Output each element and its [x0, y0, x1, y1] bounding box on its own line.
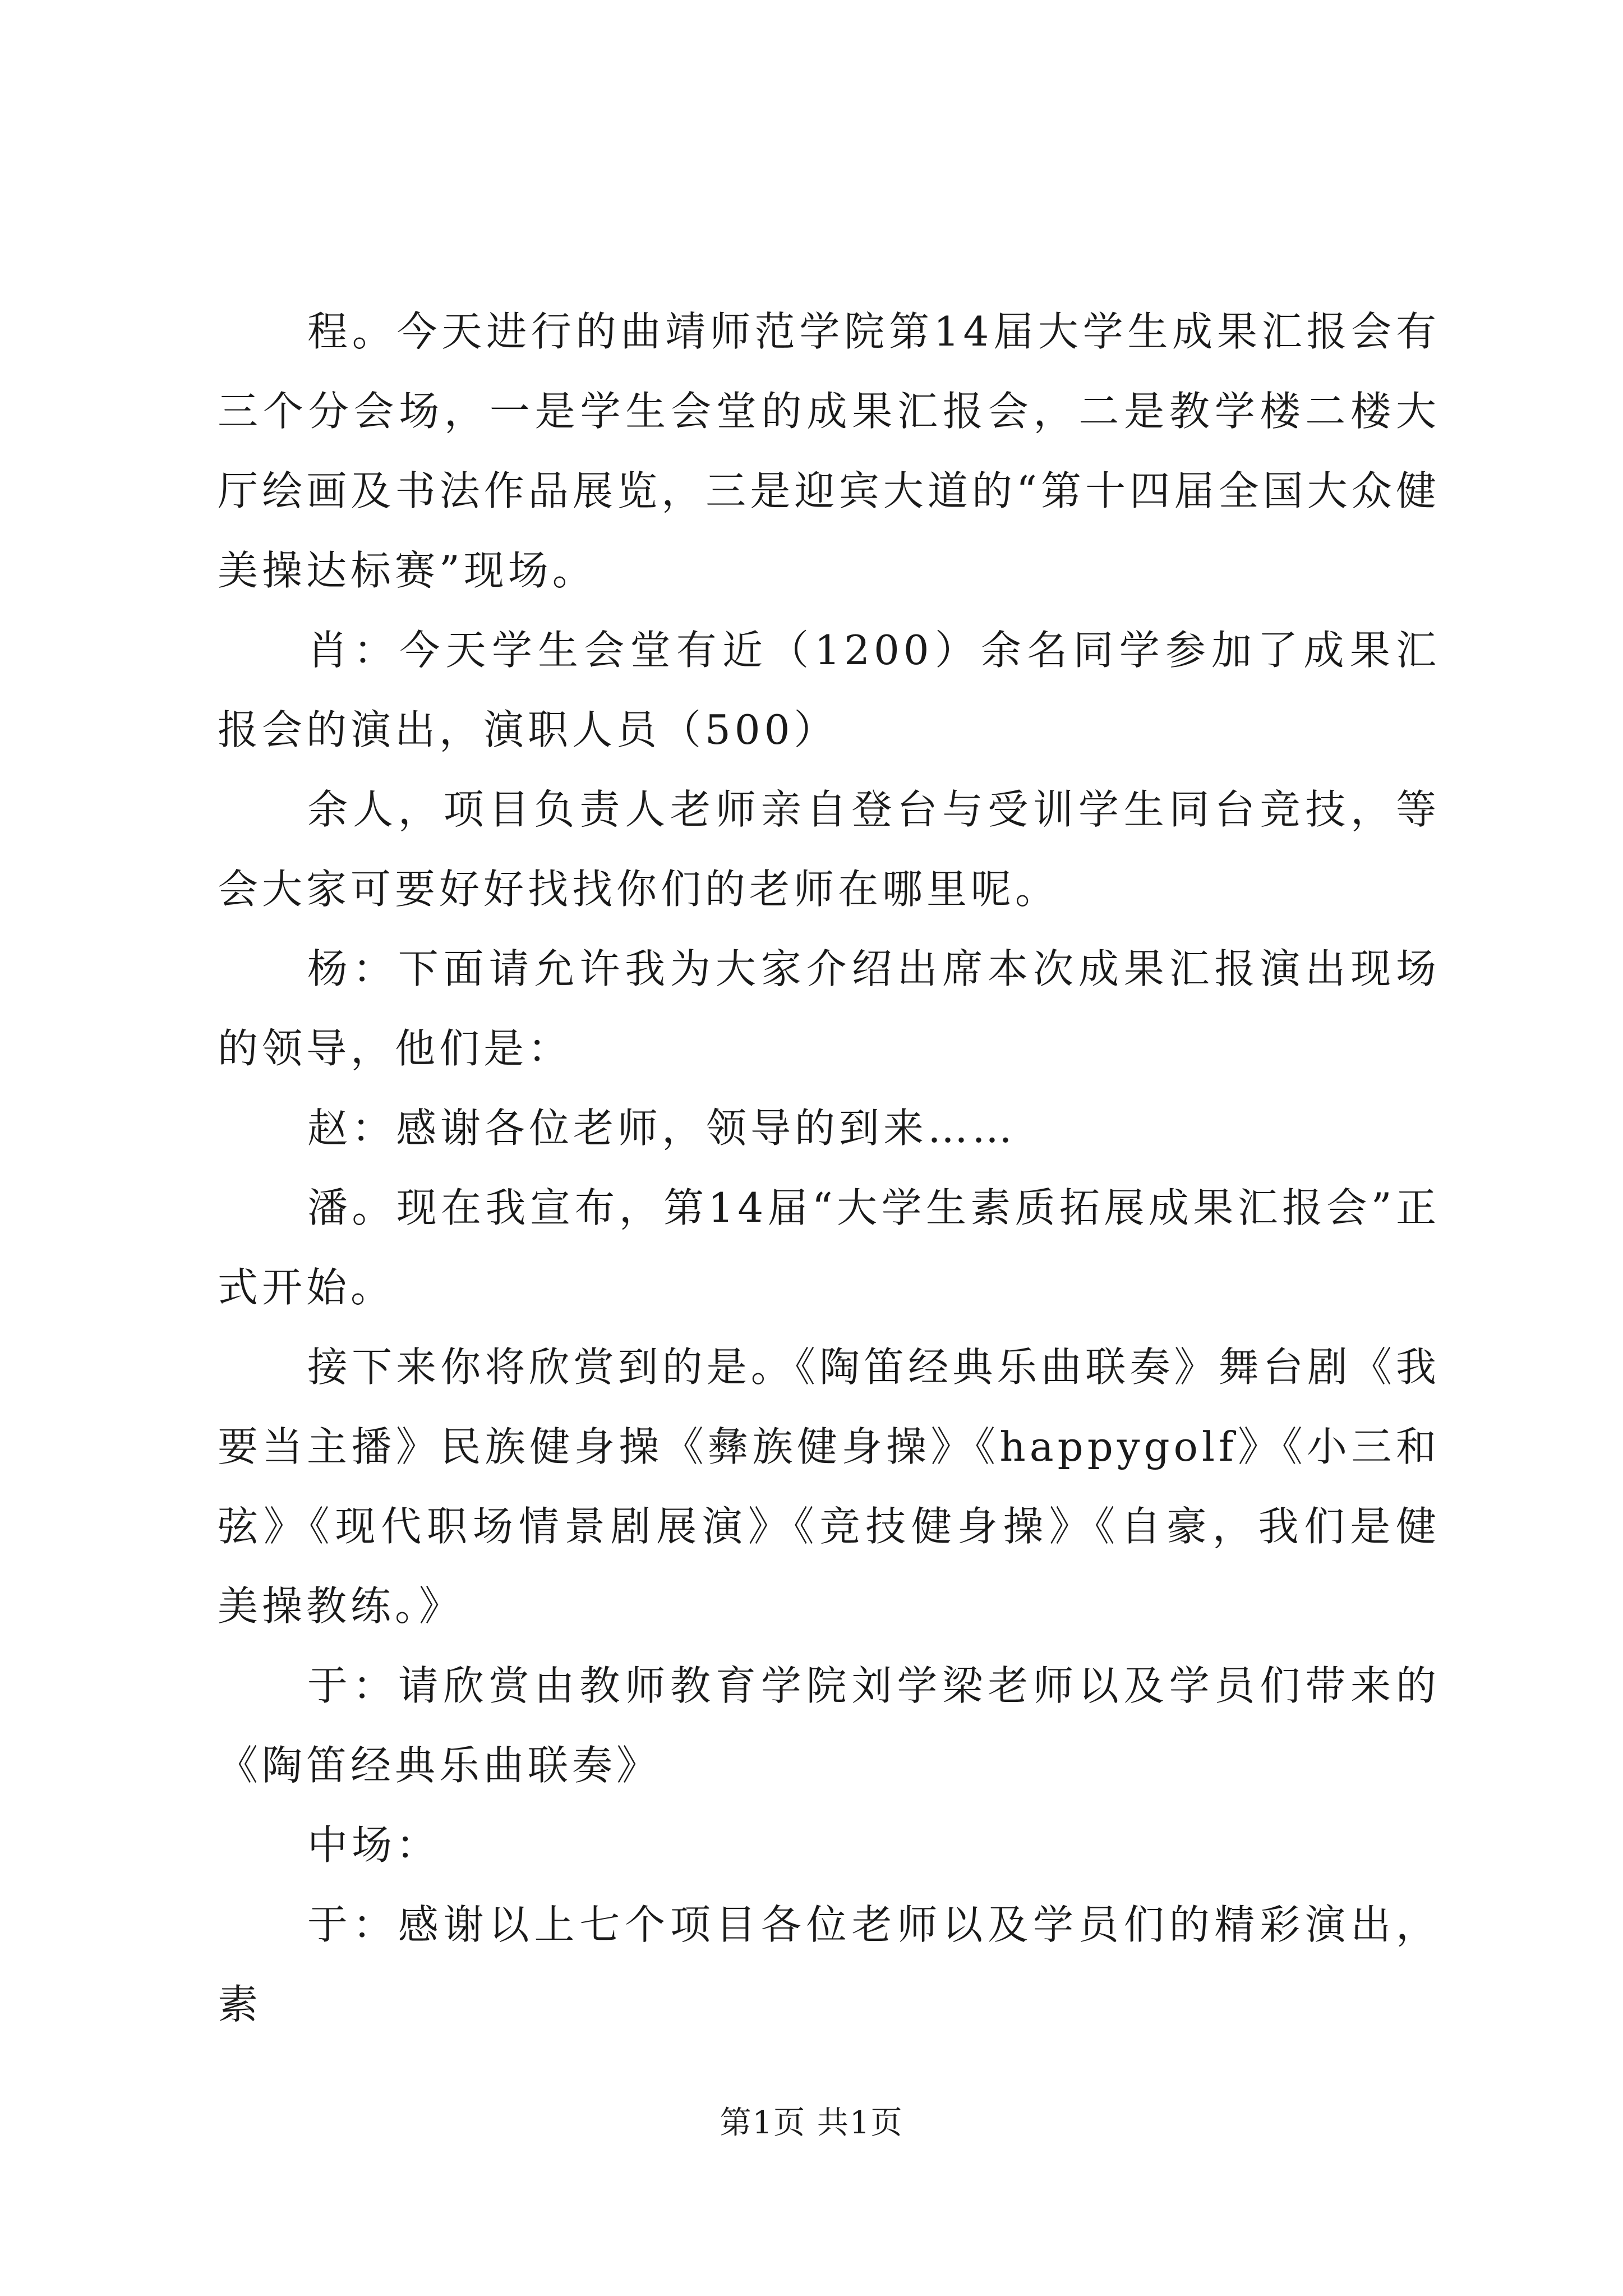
- paragraph: 于：感谢以上七个项目各位老师以及学员们的精彩演出，素: [218, 1901, 1440, 2028]
- paragraph: 于：请欣赏由教师教育学院刘学梁老师以及学员们带来的《陶笛经典乐曲联奏》: [218, 1662, 1440, 1789]
- paragraph: 赵：感谢各位老师，领导的到来……: [307, 1105, 1017, 1152]
- paragraph: 潘。现在我宣布，第14届“大学生素质拓展成果汇报会”正式开始。: [218, 1184, 1440, 1311]
- paragraph: 杨：下面请允许我为大家介绍出席本次成果汇报演出现场的领导，他们是：: [218, 945, 1440, 1072]
- document-body: [218, 292, 1440, 2044]
- paragraph: 中场：: [307, 1821, 441, 1869]
- paragraph: 肖：今天学生会堂有近（1200）余名同学参加了成果汇报会的演出，演职人员（500）: [218, 627, 1440, 753]
- page-footer: 第1页 共1页: [720, 2105, 903, 2141]
- paragraph: 余人，项目负责人老师亲自登台与受训学生同台竞技，等会大家可要好好找找你们的老师在哪里呢。: [218, 786, 1440, 913]
- paragraph: 接下来你将欣赏到的是。《陶笛经典乐曲联奏》舞台剧《我要当主播》民族健身操《彝族健身操》《happygolf》《小三和弦》《现代职场情景剧展演》《竞技健身操》《自豪，我们是健美操教练。》: [218, 1343, 1440, 1630]
- paragraph: 程。今天进行的曲靖师范学院第14届大学生成果汇报会有三个分会场，一是学生会堂的成果汇报会，二是教学楼二楼大厅绘画及书法作品展览，三是迎宾大道的“第十四届全国大众健美操达标赛”现场。: [218, 308, 1440, 594]
